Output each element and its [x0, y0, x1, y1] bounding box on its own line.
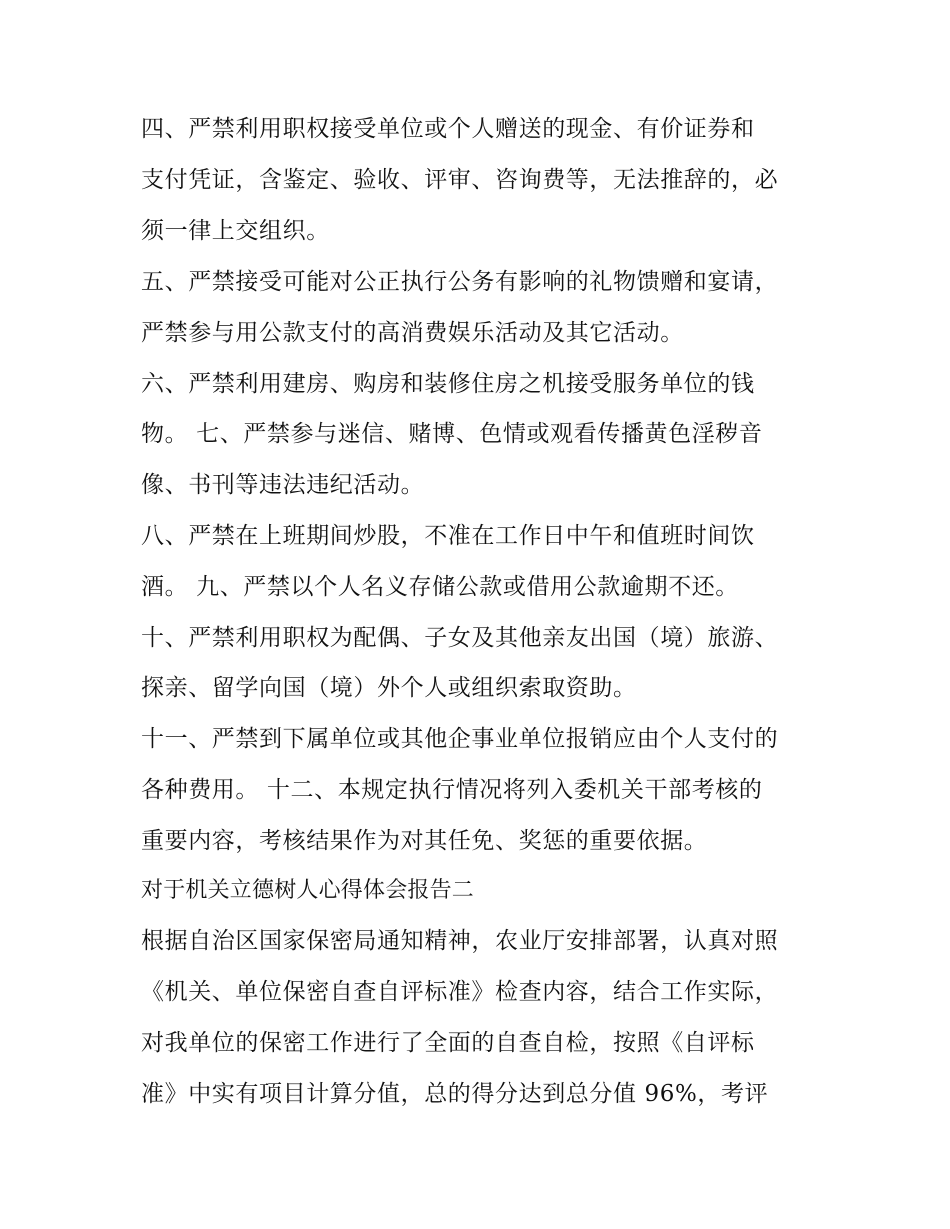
paragraph-line: 对我单位的保密工作进行了全面的自查自检，按照《自评标: [141, 1030, 755, 1056]
paragraph-line: 像、书刊等违法违纪活动。: [141, 472, 425, 498]
paragraph-line: 探亲、留学向国（境）外个人或组织索取资助。: [141, 675, 637, 701]
paragraph-line: 酒。 九、严禁以个人名义存储公款或借用公款逾期不还。: [141, 574, 739, 600]
paragraph-line: 重要内容，考核结果作为对其任免、奖惩的重要依据。: [141, 828, 708, 854]
paragraph-line: 物。 七、严禁参与迷信、赌博、色情或观看传播黄色淫秽音: [141, 421, 763, 447]
paragraph-line: 严禁参与用公款支付的高消费娱乐活动及其它活动。: [141, 320, 684, 346]
paragraph-line: 须一律上交组织。: [141, 218, 330, 244]
section-heading: 对于机关立德树人心得体会报告二: [141, 878, 475, 903]
paragraph-line: 四、严禁利用职权接受单位或个人赠送的现金、有价证券和: [141, 116, 755, 142]
paragraph-line: 十、严禁利用职权为配偶、子女及其他亲友出国（境）旅游、: [141, 625, 779, 651]
paragraph-line: 六、严禁利用建房、购房和装修住房之机接受服务单位的钱: [141, 371, 755, 397]
paragraph-line: 根据自治区国家保密局通知精神，农业厅安排部署，认真对照: [141, 928, 779, 954]
paragraph-line: 准》中实有项目计算分值，总的得分达到总分值 96%，考评: [141, 1081, 769, 1107]
paragraph-line: 十一、严禁到下属单位或其他企事业单位报销应由个人支付的: [141, 726, 779, 752]
paragraph-line: 《机关、单位保密自查自评标准》检查内容，结合工作实际，: [141, 979, 779, 1005]
paragraph-line: 各种费用。 十二、本规定执行情况将列入委机关干部考核的: [141, 777, 763, 803]
paragraph-line: 八、严禁在上班期间炒股，不准在工作日中午和值班时间饮: [141, 523, 755, 549]
paragraph-line: 支付凭证，含鉴定、验收、评审、咨询费等，无法推辞的，必: [141, 167, 779, 193]
paragraph-line: 五、严禁接受可能对公正执行公务有影响的礼物馈赠和宴请，: [141, 269, 779, 295]
